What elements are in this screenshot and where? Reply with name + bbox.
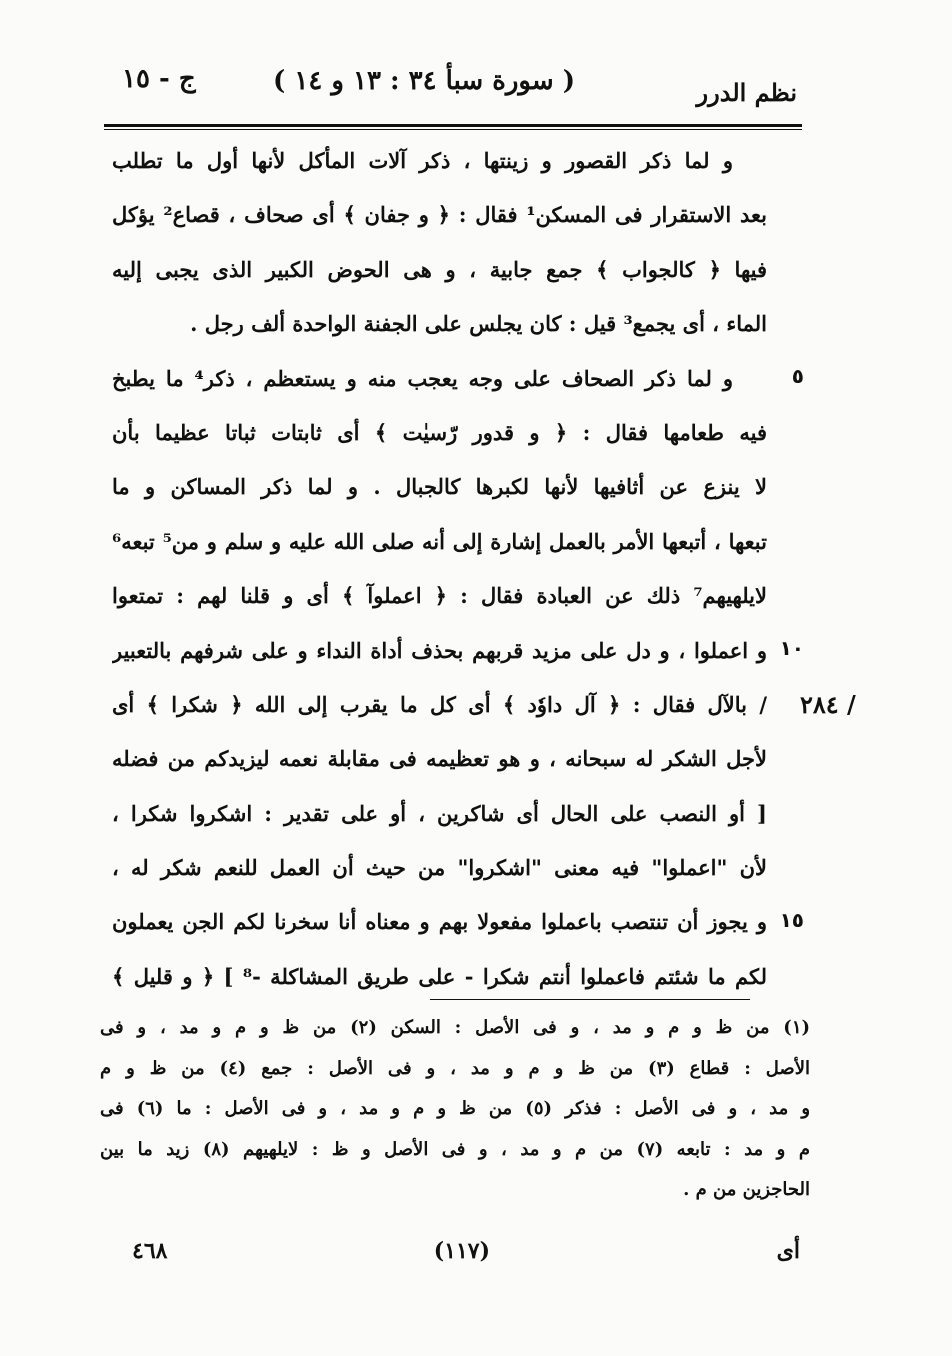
line-number-5: ٥: [791, 364, 804, 388]
footnote-line: م و مد : تابعه (٧) من م و مد ، و فى الأصل و ظ : لايلهيهم (٨) زيد ما بين: [100, 1138, 810, 1160]
text-line: / بالآل فقال : ﴿ آل داوٗد ﴾ أى كل ما يقرب إلى الله ﴿ شكرا ﴾ أى: [112, 691, 767, 717]
footnotes: [100, 1008, 810, 1211]
catchword: أى: [776, 1238, 800, 1264]
main-text: [112, 134, 767, 1004]
text-line: [ أو النصب على الحال أى شاكرين ، أو على تقدير : اشكروا شكرا ،: [112, 800, 767, 826]
footnote-rule: [430, 999, 750, 1000]
header-rule-thick: [104, 124, 802, 127]
text-line: لا ينزع عن أثافيها لأنها لكبرها كالجبال . و لما ذكر المساكن و ما: [112, 474, 767, 500]
footnote-line: الأصل : قطاع (٣) من ظ و م و مد ، و فى الأصل : جمع (٤) من ظ و م: [100, 1057, 810, 1079]
text-line: فيه طعامها فقال : ﴿ و قدور رّسيٰت ﴾ أى ثابتات ثباتا عظيما بأن: [112, 419, 767, 445]
line-number-10: ١٠: [779, 636, 804, 660]
text-line: لأن "اعملوا" فيه معنى "اشكروا" من حيث أن العمل للنعم شكر له ،: [112, 855, 767, 881]
surah-reference: ( سورة سبأ ٣٤ : ١٣ و ١٤ ): [273, 66, 575, 96]
text-line: بعد الاستقرار فى المسكن¹ فقال : ﴿ و جفان ﴾ أى صحاف ، قصاع² يؤكل: [112, 202, 767, 228]
text-line: و اعملوا ، و دل على مزيد قربهم بحذف أداة النداء و على شرفهم بالتعبير: [112, 637, 767, 663]
manuscript-folio-marker: / ٢٨٤: [800, 690, 856, 719]
footnote-line: و مد ، و فى الأصل : فذكر (٥) من ظ و م و مد ، و فى الأصل : ما (٦) فى: [100, 1098, 810, 1119]
page-header: [100, 62, 805, 108]
page-footer: [120, 1238, 820, 1278]
line-number-15: ١٥: [779, 908, 804, 932]
section-number: (١١٧): [433, 1238, 490, 1264]
text-line: لايلهيهم⁷ ذلك عن العبادة فقال : ﴿ اعملوآ ﴾ أى و قلنا لهم : تمتعوا: [112, 583, 767, 609]
volume-label: ج - ١٥: [122, 64, 196, 94]
text-line: لكم ما شئتم فاعملوا أنتم شكرا - على طريق المشاكلة -⁸ ] ﴿ و قليل ﴾: [112, 963, 767, 989]
text-line: تبعها ، أتبعها الأمر بالعمل إشارة إلى أنه صلى الله عليه و سلم و من⁵ تبعه⁶: [112, 528, 767, 554]
book-title: نظم الدرر: [696, 78, 797, 107]
footnote-line: الحاجزين من م .: [683, 1179, 810, 1200]
text-line: لأجل الشكر له سبحانه ، و هو تعظيمه فى مقابلة نعمه ليزيدكم من فضله: [112, 746, 767, 772]
page-number: ٤٦٨: [132, 1238, 168, 1264]
header-rule-thin: [104, 129, 802, 130]
text-line: فيها ﴿ كالجواب ﴾ جمع جابية ، و هى الحوض الكبير الذى يجبى إليه: [112, 256, 767, 282]
text-line: و لما ذكر القصور و زينتها ، ذكر آلات المأكل لأنها أول ما تطلب: [112, 148, 733, 173]
text-line: و يجوز أن تنتصب باعملوا مفعولا بهم و معناه أنا سخرنا لكم الجن يعملون: [112, 909, 767, 935]
text-line: و لما ذكر الصحاف على وجه يعجب منه و يستعظم ، ذكر⁴ ما يطبخ: [112, 365, 733, 391]
text-line: الماء ، أى يجمع³ قيل : كان يجلس على الجفنة الواحدة ألف رجل .: [190, 311, 767, 337]
footnote-line: (١) من ظ و م و مد ، و فى الأصل : السكن (٢) من ظ و م و مد ، و فى: [100, 1017, 810, 1038]
